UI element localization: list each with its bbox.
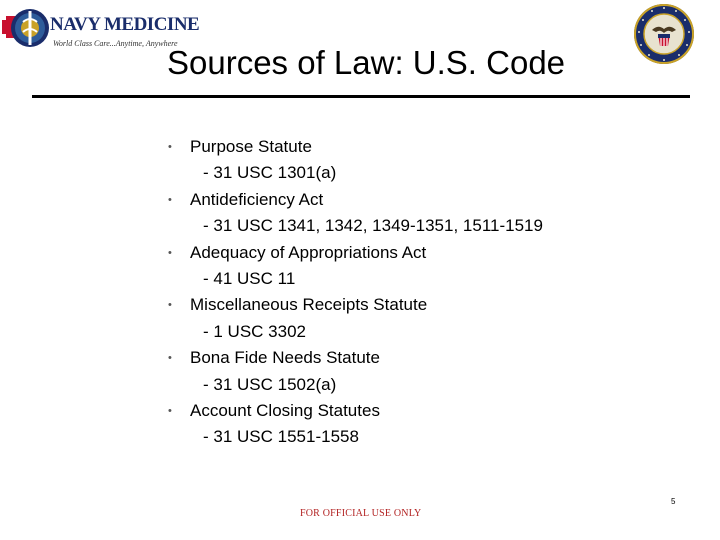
- slide-title: Sources of Law: U.S. Code: [167, 44, 566, 81]
- logo-title: NAVY MEDICINE: [50, 14, 200, 35]
- bullet-icon: •: [168, 246, 172, 259]
- logo-tagline: World Class Care...Anytime, Anywhere: [53, 39, 178, 48]
- list-item-label: Bona Fide Needs Statute: [190, 348, 380, 368]
- list-item-citation: - 1 USC 3302: [203, 321, 306, 341]
- footer-classification: FOR OFFICIAL USE ONLY: [300, 508, 422, 519]
- list-item-label: Account Closing Statutes: [190, 401, 380, 421]
- bullet-icon: •: [168, 141, 172, 153]
- list-item-citation: - 31 USC 1301(a): [203, 163, 337, 183]
- page-number: 5: [671, 497, 676, 506]
- list-item: [160, 345, 543, 398]
- bullet-icon: •: [168, 299, 172, 312]
- list-item: [160, 134, 543, 187]
- bullet-list: [160, 134, 543, 451]
- bullet-icon: •: [168, 352, 172, 365]
- list-item-citation: - 31 USC 1551-1558: [203, 427, 359, 447]
- bullet-icon: •: [168, 405, 172, 418]
- list-item: [160, 240, 543, 293]
- list-item-citation: - 41 USC 11: [203, 269, 296, 289]
- list-item-label: Purpose Statute: [190, 137, 312, 156]
- list-item: [160, 292, 543, 345]
- list-item-label: Antideficiency Act: [190, 189, 324, 209]
- list-item: [160, 187, 543, 240]
- list-item: [160, 398, 543, 451]
- list-item-label: Miscellaneous Receipts Statute: [190, 295, 428, 315]
- list-item-citation: - 31 USC 1502(a): [203, 374, 337, 394]
- bullet-icon: •: [168, 193, 172, 206]
- department-of-navy-seal-icon: [632, 2, 696, 96]
- title-divider: [32, 95, 690, 98]
- list-item-citation: - 31 USC 1341, 1342, 1349-1351, 1511-1519: [203, 216, 543, 236]
- navy-medicine-logo: [0, 4, 200, 54]
- navy-medicine-emblem-icon: [0, 4, 50, 54]
- list-item-label: Adequacy of Appropriations Act: [190, 242, 427, 262]
